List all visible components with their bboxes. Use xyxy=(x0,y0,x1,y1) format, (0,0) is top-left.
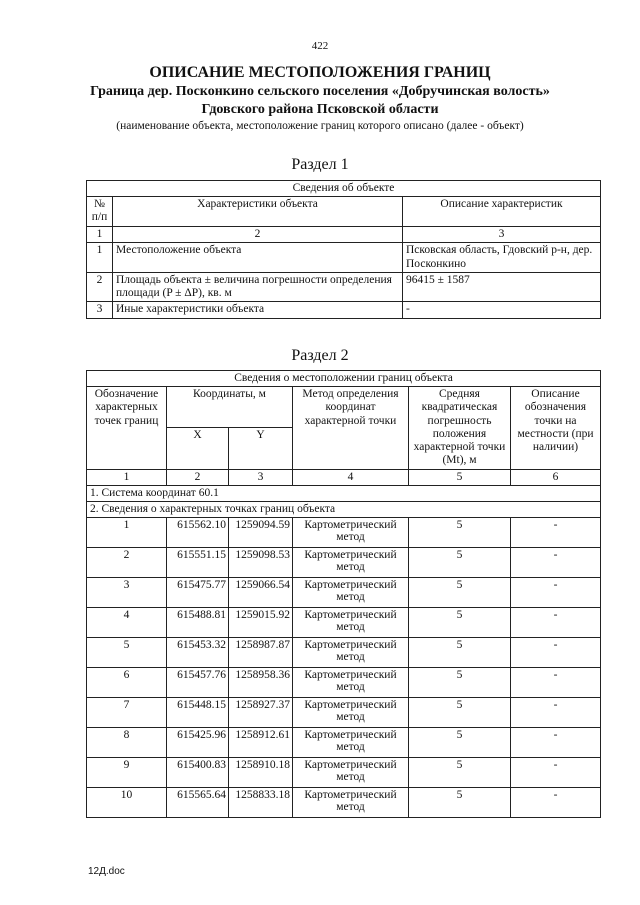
header-point-description: Описание обозначения точки на местности (при наличии) xyxy=(511,387,601,469)
point-y: 1258833.18 xyxy=(229,788,293,818)
point-method: Картометрический метод xyxy=(293,608,409,638)
col-number: 2 xyxy=(167,469,229,485)
col-number: 1 xyxy=(87,469,167,485)
point-method: Картометрический метод xyxy=(293,638,409,668)
section-2-title: Раздел 2 xyxy=(291,347,349,364)
point-y: 1258910.18 xyxy=(229,758,293,788)
point-x: 615400.83 xyxy=(167,758,229,788)
point-description: - xyxy=(511,788,601,818)
table-row xyxy=(87,668,601,698)
point-number: 1 xyxy=(87,518,167,548)
section-1-title: Раздел 1 xyxy=(291,156,349,173)
header-coords: Координаты, м xyxy=(167,387,293,428)
col-number: 6 xyxy=(511,469,601,485)
row-desc: 96415 ± 1587 xyxy=(403,272,601,301)
point-method: Картометрический метод xyxy=(293,788,409,818)
table-row xyxy=(87,302,601,318)
point-number: 6 xyxy=(87,668,167,698)
point-description: - xyxy=(511,698,601,728)
table-row xyxy=(87,272,601,301)
page-number: 422 xyxy=(311,40,329,52)
point-accuracy: 5 xyxy=(409,728,511,758)
table-row xyxy=(87,638,601,668)
row-name: Площадь объекта ± величина погрешности определения площади (P ± ΔP), кв. м xyxy=(113,272,403,301)
point-y: 1258958.36 xyxy=(229,668,293,698)
point-y: 1258912.61 xyxy=(229,728,293,758)
point-number: 7 xyxy=(87,698,167,728)
row-name: Местоположение объекта xyxy=(113,243,403,272)
point-description: - xyxy=(511,638,601,668)
point-method: Картометрический метод xyxy=(293,698,409,728)
row-name: Иные характеристики объекта xyxy=(113,302,403,318)
point-y: 1259015.92 xyxy=(229,608,293,638)
point-number: 2 xyxy=(87,548,167,578)
points-section-row: 2. Сведения о характерных точках границ объекта xyxy=(87,501,601,517)
point-number: 8 xyxy=(87,728,167,758)
point-y: 1259098.53 xyxy=(229,548,293,578)
document-subtitle-note: (наименование объекта, местоположение границ которого описано (далее - объект) xyxy=(116,120,524,132)
point-accuracy: 5 xyxy=(409,668,511,698)
table-row xyxy=(87,548,601,578)
table-row xyxy=(87,758,601,788)
point-description: - xyxy=(511,608,601,638)
table-row xyxy=(87,788,601,818)
point-method: Картометрический метод xyxy=(293,728,409,758)
point-accuracy: 5 xyxy=(409,758,511,788)
table-row xyxy=(87,728,601,758)
point-x: 615565.64 xyxy=(167,788,229,818)
point-y: 1259094.59 xyxy=(229,518,293,548)
col-number: 5 xyxy=(409,469,511,485)
point-x: 615448.15 xyxy=(167,698,229,728)
coordinate-system-row: 1. Система координат 60.1 xyxy=(87,485,601,501)
point-y: 1259066.54 xyxy=(229,578,293,608)
row-desc: Псковская область, Гдовский р-н, дер. Посконкино xyxy=(403,243,601,272)
table-row xyxy=(87,578,601,608)
point-x: 615475.77 xyxy=(167,578,229,608)
table-row xyxy=(87,698,601,728)
point-accuracy: 5 xyxy=(409,548,511,578)
object-info-table xyxy=(86,180,601,319)
header-number: № п/п xyxy=(87,197,113,227)
col-number: 2 xyxy=(113,227,403,243)
point-accuracy: 5 xyxy=(409,698,511,728)
header-x: X xyxy=(167,428,229,469)
point-method: Картометрический метод xyxy=(293,668,409,698)
header-point: Обозначение характерных точек границ xyxy=(87,387,167,469)
point-method: Картометрический метод xyxy=(293,758,409,788)
point-x: 615551.15 xyxy=(167,548,229,578)
document-title: ОПИСАНИЕ МЕСТОПОЛОЖЕНИЯ ГРАНИЦ xyxy=(149,64,491,81)
boundary-points-table xyxy=(86,370,601,818)
header-accuracy: Средняя квадратическая погрешность положения характерной точки (Mt), м xyxy=(409,387,511,469)
point-description: - xyxy=(511,578,601,608)
points-body xyxy=(87,518,601,818)
point-accuracy: 5 xyxy=(409,518,511,548)
document-subtitle-1: Граница дер. Посконкино сельского поселения «Добручинская волость» xyxy=(90,84,550,99)
point-x: 615453.32 xyxy=(167,638,229,668)
point-accuracy: 5 xyxy=(409,578,511,608)
point-number: 3 xyxy=(87,578,167,608)
row-number: 3 xyxy=(87,302,113,318)
point-x: 615488.81 xyxy=(167,608,229,638)
footer-filename: 12Д.doc xyxy=(88,866,125,877)
point-number: 9 xyxy=(87,758,167,788)
row-number: 1 xyxy=(87,243,113,272)
row-number: 2 xyxy=(87,272,113,301)
point-y: 1258987.87 xyxy=(229,638,293,668)
document-subtitle-2: Гдовского района Псковской области xyxy=(201,102,439,117)
header-method: Метод определения координат характерной точки xyxy=(293,387,409,469)
col-number: 3 xyxy=(403,227,601,243)
table-caption: Сведения об объекте xyxy=(87,181,601,197)
point-accuracy: 5 xyxy=(409,608,511,638)
point-y: 1258927.37 xyxy=(229,698,293,728)
header-characteristic: Характеристики объекта xyxy=(113,197,403,227)
point-description: - xyxy=(511,758,601,788)
point-number: 10 xyxy=(87,788,167,818)
table-row xyxy=(87,608,601,638)
header-description: Описание характеристик xyxy=(403,197,601,227)
point-method: Картометрический метод xyxy=(293,548,409,578)
table-row xyxy=(87,243,601,272)
point-description: - xyxy=(511,548,601,578)
row-desc: - xyxy=(403,302,601,318)
point-description: - xyxy=(511,728,601,758)
col-number: 3 xyxy=(229,469,293,485)
col-number: 4 xyxy=(293,469,409,485)
table-caption: Сведения о местоположении границ объекта xyxy=(87,371,601,387)
point-accuracy: 5 xyxy=(409,638,511,668)
point-x: 615425.96 xyxy=(167,728,229,758)
point-x: 615562.10 xyxy=(167,518,229,548)
point-x: 615457.76 xyxy=(167,668,229,698)
point-description: - xyxy=(511,518,601,548)
header-y: Y xyxy=(229,428,293,469)
col-number: 1 xyxy=(87,227,113,243)
point-accuracy: 5 xyxy=(409,788,511,818)
table-row xyxy=(87,518,601,548)
point-description: - xyxy=(511,668,601,698)
point-number: 5 xyxy=(87,638,167,668)
point-number: 4 xyxy=(87,608,167,638)
point-method: Картометрический метод xyxy=(293,518,409,548)
point-method: Картометрический метод xyxy=(293,578,409,608)
